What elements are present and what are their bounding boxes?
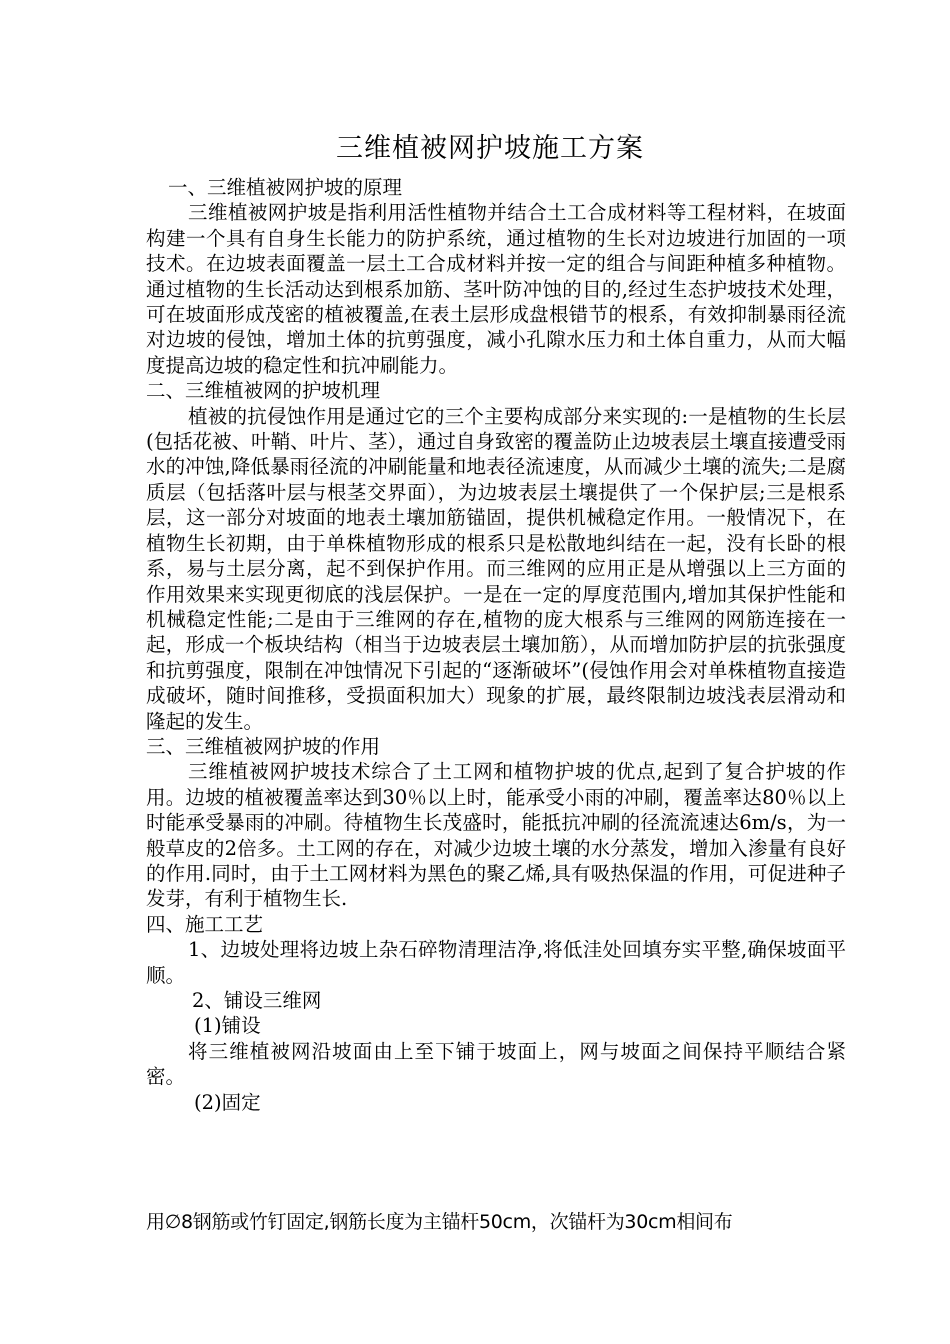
document-title: 三维植被网护坡施工方案 <box>336 133 644 164</box>
process-item-slope-treatment: 1、边坡处理将边坡上杂石碎物清理洁净,将低洼处回填夯实平整,确保坡面平顺。 <box>146 938 846 987</box>
process-subitem-fixing-text: 用∅8钢筋或竹钉固定,钢筋长度为主锚杆50cm，次锚杆为30cm相间布 <box>146 1211 733 1233</box>
process-subitem-fixing: (2)固定 <box>194 1090 261 1114</box>
paragraph-function: 三维植被网护坡技术综合了土工网和植物护坡的优点,起到了复合护坡的作用。边坡的植被覆盖率达到30％以上时，能承受小雨的冲刷，覆盖率达80％以上时能承受暴雨的冲刷。待植物生长茂盛时，能抵抗冲刷的径流流速达6m/s，为一般草皮的2倍多。土工网的存在，对减少边坡土壤的水分蒸发，增加入渗量有良好的作用.同时，由于土工网材料为黑色的聚乙烯,具有吸热保温的作用，可促进种子发芽，有利于植物生长. <box>146 760 846 911</box>
process-subitem-laying: (1)铺设 <box>194 1014 261 1038</box>
process-item-lay-mesh: 2、铺设三维网 <box>192 989 322 1012</box>
section-heading-principle: 一、三维植被网护坡的原理 <box>168 176 403 199</box>
section-heading-function: 三、三维植被网护坡的作用 <box>146 734 381 758</box>
process-subitem-laying-text: 将三维植被网沿坡面由上至下铺于坡面上，网与坡面之间保持平顺结合紧密。 <box>146 1039 846 1089</box>
section-heading-process: 四、施工工艺 <box>146 912 264 936</box>
paragraph-principle: 三维植被网护坡是指利用活性植物并结合土工合成材料等工程材料，在坡面构建一个具有自身生长能力的防护系统，通过植物的生长对边坡进行加固的一项技术。在边坡表面覆盖一层土工合成材料并按一定的组合与间距种植多种植物。通过植物的生长活动达到根系加筋、茎叶防冲蚀的目的,经过生态护坡技术处理，可在坡面形成茂密的植被覆盖,在表土层形成盘根错节的根系，有效抑制暴雨径流对边坡的侵蚀，增加土体的抗剪强度，减小孔隙水压力和土体自重力，从而大幅度提高边坡的稳定性和抗冲刷能力。 <box>146 201 846 377</box>
section-heading-mechanism: 二、三维植被网的护坡机理 <box>146 379 381 403</box>
paragraph-mechanism: 植被的抗侵蚀作用是通过它的三个主要构成部分来实现的:一是植物的生长层(包括花被、叶鞘、叶片、茎），通过自身致密的覆盖防止边坡表层土壤直接遭受雨水的冲蚀,降低暴雨径流的冲刷能量和地表径流速度，从而减少土壤的流失;二是腐质层（包括落叶层与根茎交界面），为边坡表层土壤提供了一个保护层;三是根系层，这一部分对坡面的地表土壤加筋锚固，提供机械稳定作用。一般情况下，在植物生长初期，由于单株植物形成的根系只是松散地纠结在一起，没有长卧的根系，易与土层分离，起不到保护作用。而三维网的应用正是从增强以上三方面的作用效果来实现更彻底的浅层保护。一是在一定的厚度范围内,增加其保护性能和机械稳定性能;二是由于三维网的存在,植物的庞大根系与三维网的网筋连接在一起，形成一个板块结构（相当于边坡表层土壤加筋），从而增加防护层的抗张强度和抗剪强度，限制在冲蚀情况下引起的“逐渐破坏”(侵蚀作用会对单株植物直接造成破坏，随时间推移，受损面积加大）现象的扩展，最终限制边坡浅表层滑动和隆起的发生。 <box>146 404 846 733</box>
document-body <box>146 175 846 1115</box>
